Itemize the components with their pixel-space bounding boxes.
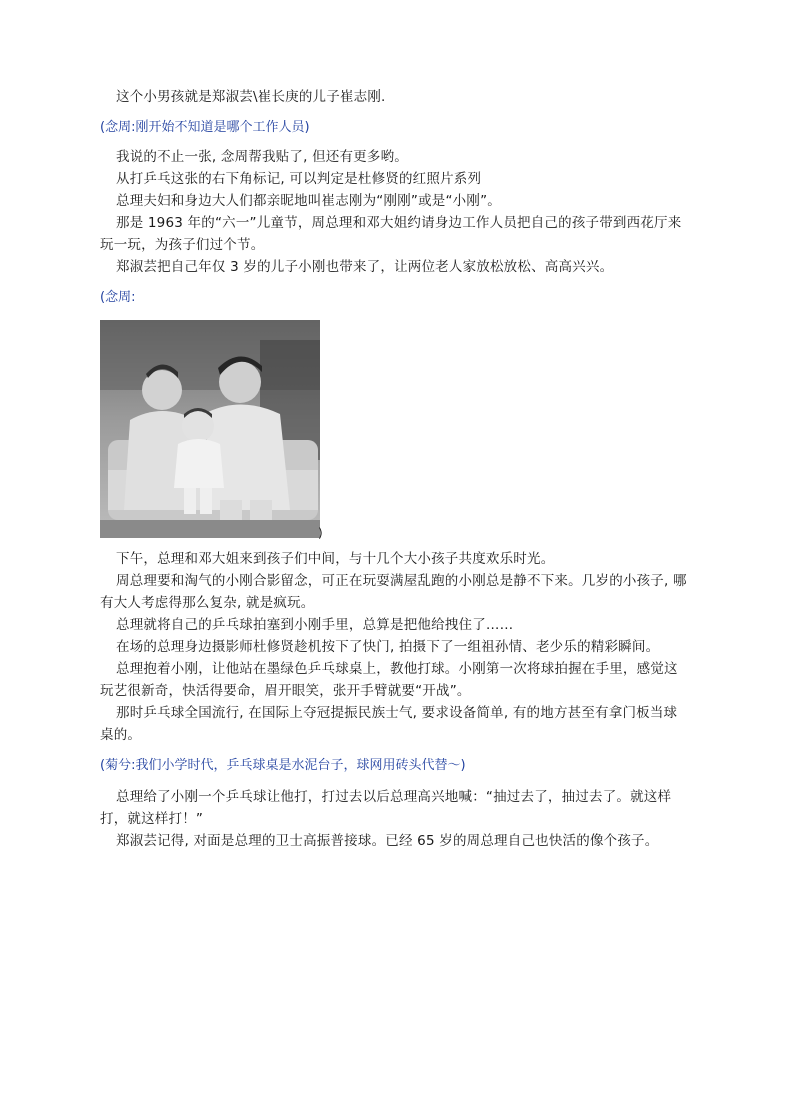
paragraph: 郑淑芸把自己年仅 3 岁的儿子小刚也带来了，让两位老人家放松放松、高高兴兴。 <box>116 259 614 275</box>
paragraph-group-3 <box>100 786 690 852</box>
paragraph: 我说的不止一张, 念周帮我贴了, 但还有更多哟。 <box>116 149 408 165</box>
paragraph: 总理夫妇和身边大人们都亲昵地叫崔志刚为“刚刚”或是“小刚”。 <box>116 193 501 209</box>
paragraph: 总理给了小刚一个乒乓球让他打，打过去以后总理高兴地喊：“抽过去了，抽过去了。就这样打，就这样打！” <box>100 789 672 827</box>
paragraph-group-1 <box>100 146 690 278</box>
paragraph-group-2 <box>100 548 690 746</box>
paragraph: 郑淑芸记得, 对面是总理的卫士高振普接球。已经 65 岁的周总理自己也快活的像个孩子。 <box>116 833 659 849</box>
paragraph: 周总理要和淘气的小刚合影留念，可正在玩耍满屋乱跑的小刚总是静不下来。几岁的小孩子, 哪有大人考虑得那么复杂, 就是疯玩。 <box>100 573 687 611</box>
intro-paragraph: 这个小男孩就是郑淑芸\崔长庚的儿子崔志刚. <box>116 89 386 105</box>
paragraph: 总理抱着小刚，让他站在墨绿色乒乓球桌上，教他打球。小刚第一次将球拍握在手里，感觉这玩艺很新奇，快活得要命，眉开眼笑，张开手臂就要“开战”。 <box>100 661 678 699</box>
note-nianzhou-1: (念周:刚开始不知道是哪个工作人员) <box>100 120 310 135</box>
paragraph: 下午，总理和邓大姐来到孩子们中间，与十几个大小孩子共度欢乐时光。 <box>116 551 555 567</box>
photo-closing-paren: ) <box>318 526 323 540</box>
note-nianzhou-2: (念周: <box>100 290 136 305</box>
photo-zhou-deng-child <box>100 320 323 540</box>
paragraph: 总理就将自己的乒乓球拍塞到小刚手里，总算是把他给拽住了…… <box>116 617 514 633</box>
paragraph: 从打乒乓这张的右下角标记, 可以判定是杜修贤的红照片系列 <box>116 171 482 187</box>
paragraph: 在场的总理身边摄影师杜修贤趁机按下了快门, 拍摄下了一组祖孙情、老少乐的精彩瞬间。 <box>116 639 660 655</box>
document-page <box>100 0 690 852</box>
paragraph: 那是 1963 年的“六一”儿童节，周总理和邓大姐约请身边工作人员把自己的孩子带到西花厅来玩一玩，为孩子们过个节。 <box>100 215 682 253</box>
note-juxi: (菊兮:我们小学时代，乒乓球桌是水泥台子，球网用砖头代替～) <box>100 758 466 773</box>
paragraph: 那时乒乓球全国流行, 在国际上夺冠提振民族士气, 要求设备简单, 有的地方甚至有拿门板当球桌的。 <box>100 705 678 743</box>
